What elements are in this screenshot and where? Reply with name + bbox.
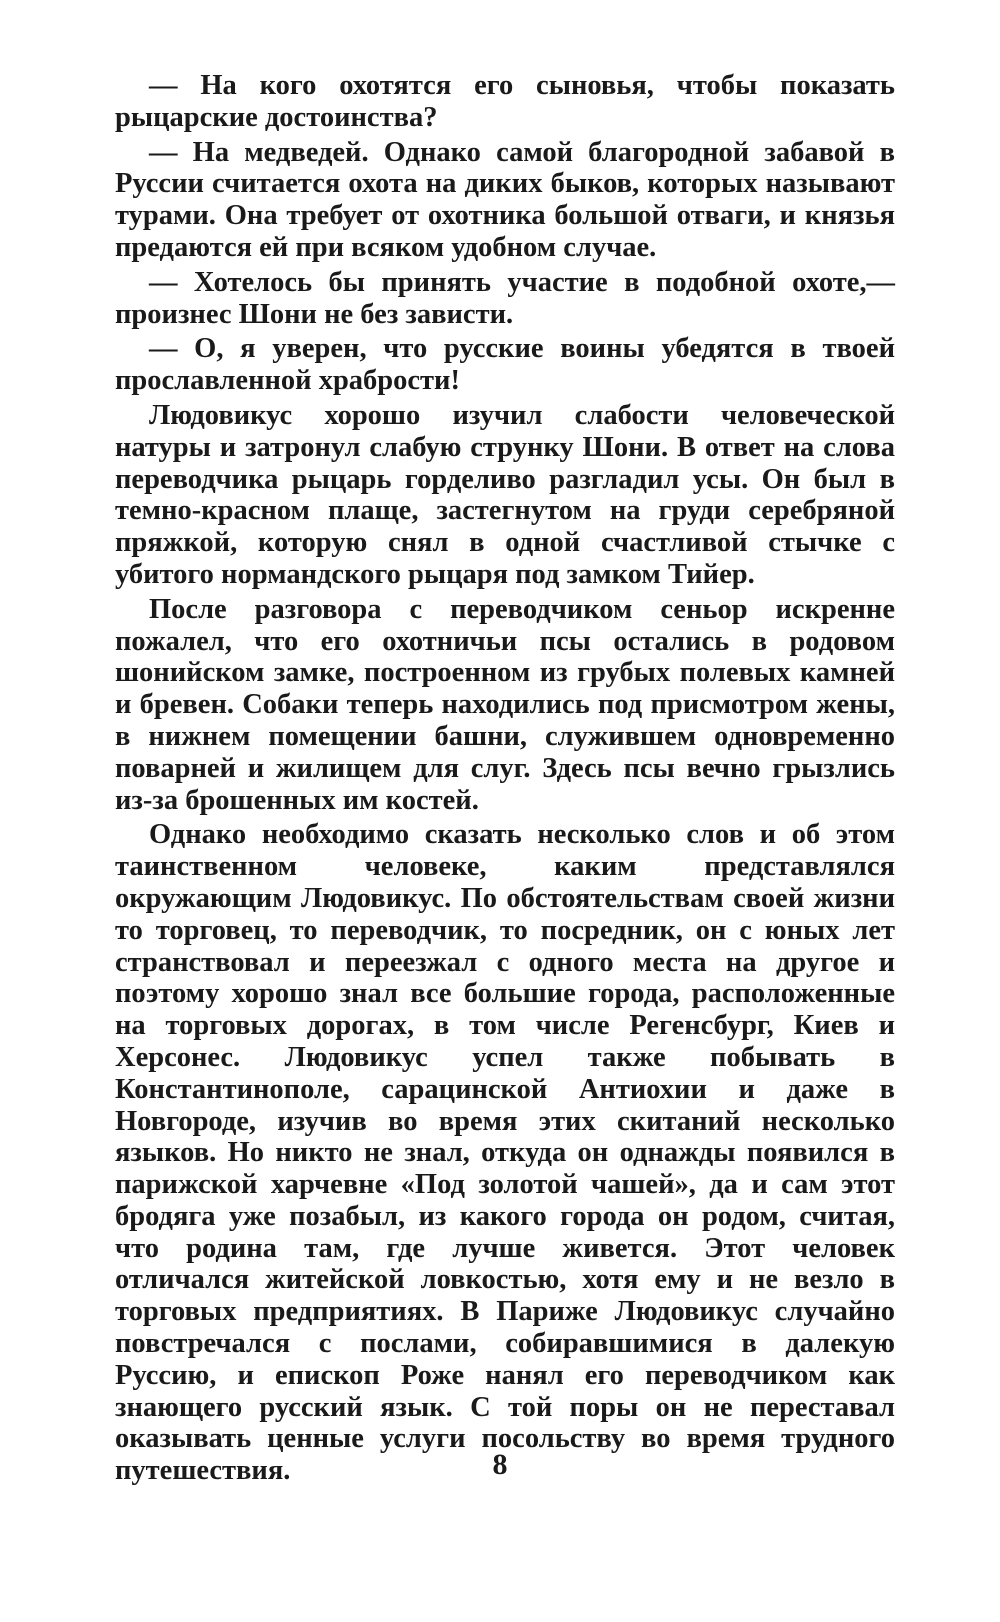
book-page-text bbox=[115, 70, 895, 1487]
paragraph-1: — На кого охотятся его сыновья, чтобы показать рыцарские достоинства? bbox=[115, 70, 895, 133]
paragraph-6: После разговора с переводчиком сеньор искренне пожалел, что его охотничьи псы остались в родовом шонийском замке, построенном из грубых полевых камней и бревен. Собаки теперь находились под присмотром жены, в нижнем помещении башни, служившем одновременно поварней и жилищем для слуг. Здесь псы вечно грызлись из-за брошенных им костей. bbox=[115, 593, 895, 816]
paragraph-3: — Хотелось бы принять участие в подобной охоте,— произнес Шони не без зависти. bbox=[115, 266, 895, 330]
paragraph-4: — О, я уверен, что русские воины убедятся в твоей прославленной храбрости! bbox=[115, 333, 895, 397]
paragraph-5: Людовикус хорошо изучил слабости человеческой натуры и затронул слабую струнку Шони. В ответ на слова переводчика рыцарь горделиво разгладил усы. Он был в темно-красном плаще, застегнутом на груди серебряной пряжкой, которую снял в одной счастливой стычке с убитого нормандского рыцаря под замком Тийер. bbox=[115, 399, 895, 590]
paragraph-2: — На медведей. Однако самой благородной забавой в Руссии считается охота на диких быков, которых называют турами. Она требует от охотника большой отваги, и князья предаются ей при всяком удобном случае. bbox=[115, 136, 895, 263]
page-number: 8 bbox=[492, 1448, 508, 1481]
paragraph-7: Однако необходимо сказать несколько слов и об этом таинственном человеке, каким представлялся окружающим Людовикус. По обстоятельствам своей жизни то торговец, то переводчик, то посредник, он с юных лет странствовал и переезжал с одного места на другое и поэтому хорошо знал все большие города, расположенные на торговых дорогах, в том числе Регенсбург, Киев и Херсонес. Людовикус успел также побывать в Константинополе, сарацинской Антиохии и даже в Новгороде, изучив во время этих скитаний несколько языков. Но никто не знал, откуда он однажды появился в парижской харчевне «Под золотой чашей», да и сам этот бродяга уже позабыл, из какого города он родом, считая, что родина там, где лучше живется. Этот человек отличался житейской ловкостью, хотя ему и не везло в торговых предприятиях. В Париже Людовикус случайно повстречался с послами, собиравшимися в далекую Руссию, и епископ Роже нанял его переводчиком как знающего русский язык. С той поры он не переставал оказывать ценные услуги посольству во время трудного путешествия. bbox=[115, 819, 895, 1487]
